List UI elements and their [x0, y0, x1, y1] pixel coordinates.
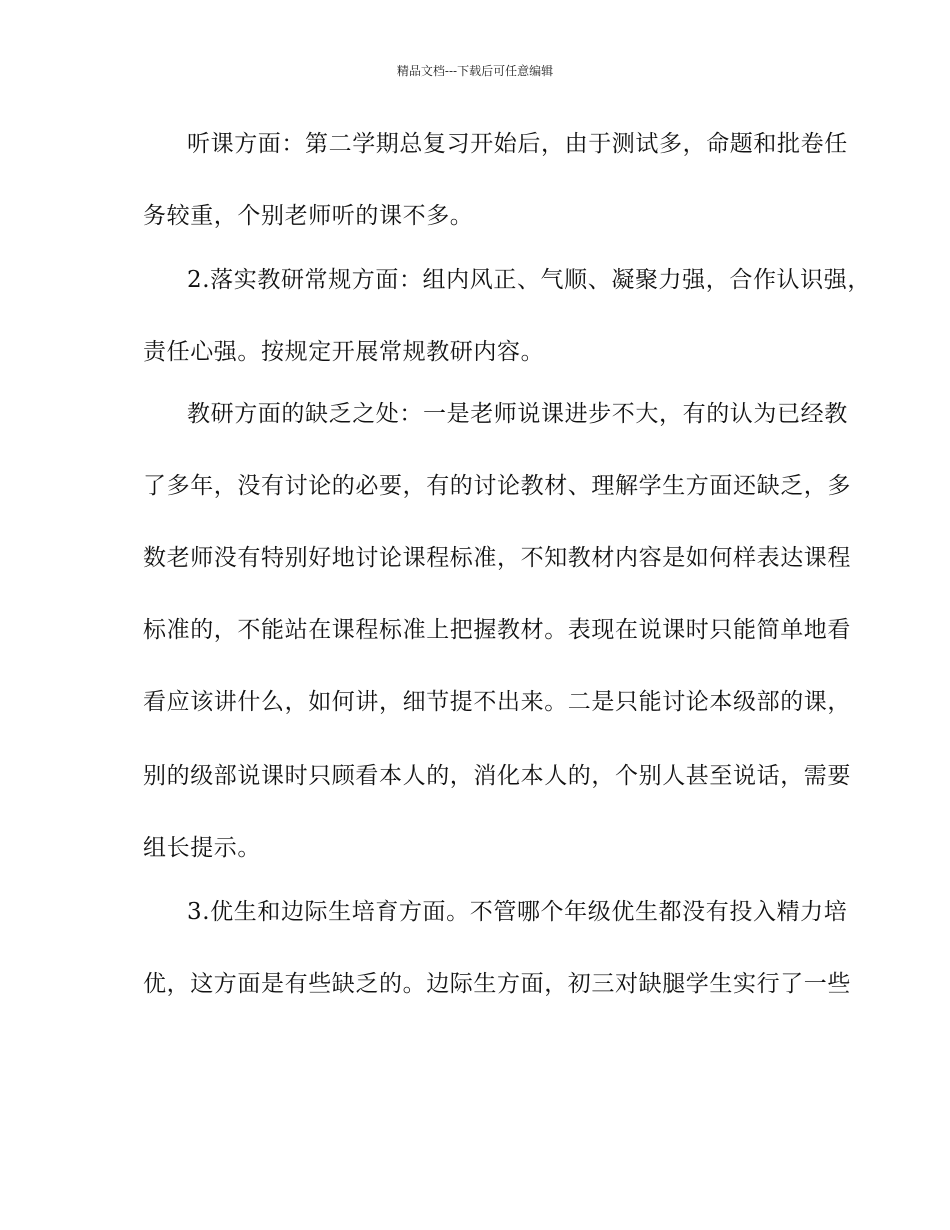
text-line: 数老师没有特别好地讨论课程标准，不知教材内容是如何样表达课程 [143, 545, 851, 571]
text-line: 别的级部说课时只顾看本人的，消化本人的，个别人甚至说话，需要 [143, 763, 851, 789]
text-line: 标准的，不能站在课程标准上把握教材。表现在说课时只能简单地看 [143, 617, 851, 643]
text-line: 务较重，个别老师听的课不多。 [143, 203, 474, 229]
text-line: 3.优生和边际生培育方面。不管哪个年级优生都没有投入精力培 [187, 899, 848, 925]
text-line: 了多年，没有讨论的必要，有的讨论教材、理解学生方面还缺乏，多 [143, 473, 851, 499]
text-line: 责任心强。按规定开展常规教研内容。 [143, 339, 545, 365]
text-line: 组长提示。 [143, 835, 261, 861]
text-line: 听课方面：第二学期总复习开始后，由于测试多，命题和批卷任 [187, 131, 848, 157]
text-line: 2.落实教研常规方面：组内风正、气顺、凝聚力强，合作认识强， [187, 267, 871, 293]
page-header: 精品文档---下载后可任意编辑 [396, 64, 554, 78]
text-line: 优，这方面是有些缺乏的。边际生方面，初三对缺腿学生实行了一些 [143, 971, 851, 997]
text-line: 看应该讲什么，如何讲，细节提不出来。二是只能讨论本级部的课， [143, 689, 851, 715]
text-line: 教研方面的缺乏之处：一是老师说课进步不大，有的认为已经教 [187, 401, 848, 427]
